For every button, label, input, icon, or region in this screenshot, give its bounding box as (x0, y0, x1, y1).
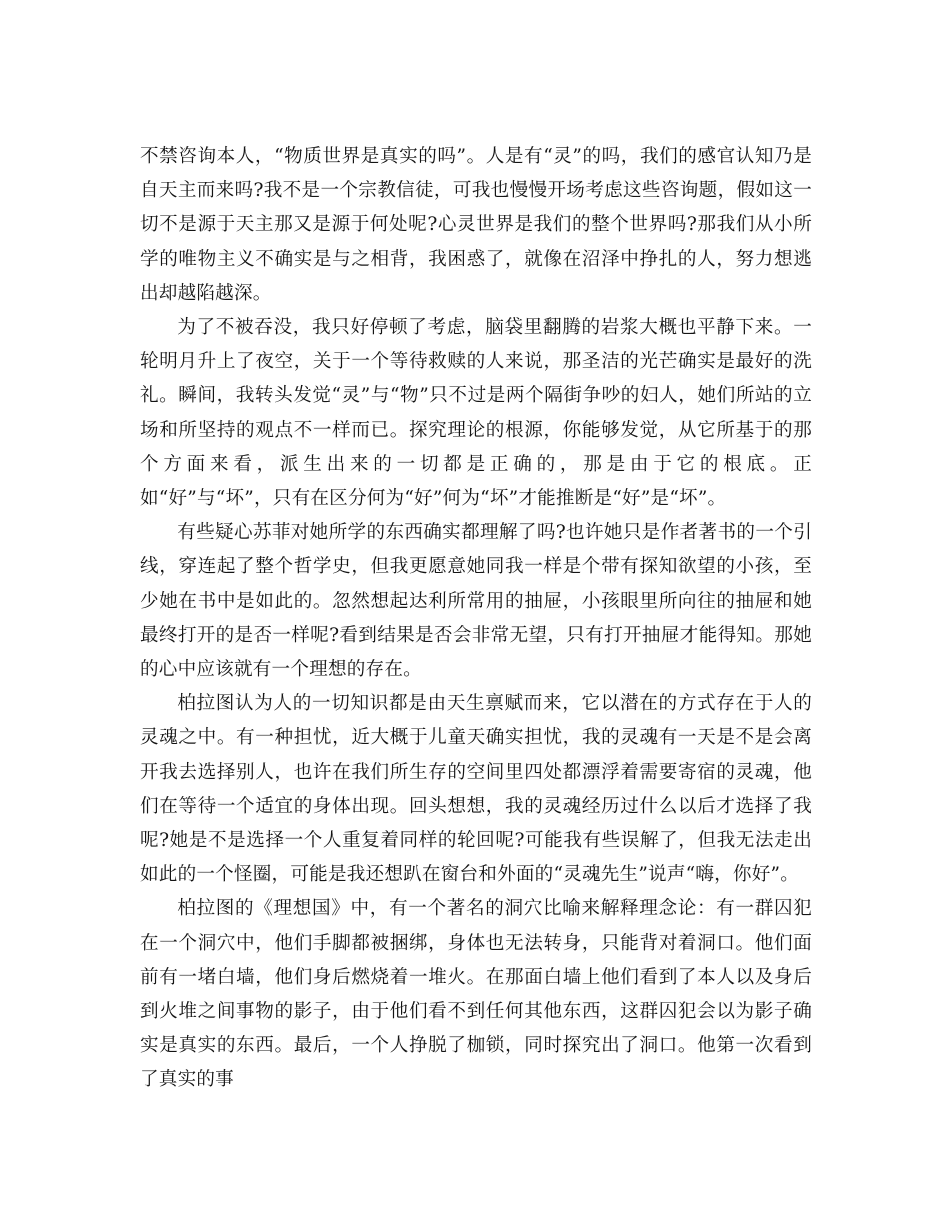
paragraph-2: 为了不被吞没，我只好停顿了考虑，脑袋里翻腾的岩浆大概也平静下来。一轮明月升上了夜空，关于一个等待救赎的人来说，那圣洁的光芒确实是最好的洗礼。瞬间，我转头发觉“灵”与“物”只不过是两个隔街争吵的妇人，她们所站的立场和所坚持的观点不一样而已。探究理论的根源，你能够发觉，从它所基于的那个方面来看，派生出来的一切都是正确的，那是由于它的根底。正如“好”与“坏”，只有在区分何为“好”何为“坏”才能推断是“好”是“坏”。 (140, 317, 812, 510)
document-body (140, 140, 812, 1098)
paragraph-5: 柏拉图的《理想国》中，有一个著名的洞穴比喻来解释理念论：有一群囚犯在一个洞穴中，他们手脚都被捆绑，身体也无法转身，只能背对着洞口。他们面前有一堵白墙，他们身后燃烧着一堆火。在那面白墙上他们看到了本人以及身后到火堆之间事物的影子，由于他们看不到任何其他东西，这群囚犯会以为影子确实是真实的东西。最后，一个人挣脱了枷锁，同时探究出了洞口。他第一次看到了真实的事 (140, 898, 812, 1091)
paragraph-3: 有些疑心苏菲对她所学的东西确实都理解了吗?也许她只是作者著书的一个引线，穿连起了整个哲学史，但我更愿意她同我一样是个带有探知欲望的小孩，至少她在书中是如此的。忽然想起达利所常用的抽屉，小孩眼里所向往的抽屉和她最终打开的是否一样呢?看到结果是否会非常无望，只有打开抽屉才能得知。那她的心中应该就有一个理想的存在。 (140, 522, 812, 681)
paragraph-4: 柏拉图认为人的一切知识都是由天生禀赋而来，它以潜在的方式存在于人的灵魂之中。有一种担忧，近大概于儿童天确实担忧，我的灵魂有一天是不是会离开我去选择别人，也许在我们所生存的空间里四处都漂浮着需要寄宿的灵魂，他们在等待一个适宜的身体出现。回头想想，我的灵魂经历过什么以后才选择了我呢?她是不是选择一个人重复着同样的轮回呢?可能我有些误解了，但我无法走出如此的一个怪圈，可能是我还想趴在窗台和外面的“灵魂先生”说声“嗨，你好”。 (140, 693, 812, 886)
paragraph-1: 不禁咨询本人，“物质世界是真实的吗”。人是有“灵”的吗，我们的感官认知乃是自天主而来吗?我不是一个宗教信徒，可我也慢慢开场考虑这些咨询题，假如这一切不是源于天主那又是源于何处呢?心灵世界是我们的整个世界吗?那我们从小所学的唯物主义不确实是与之相背，我困惑了，就像在沼泽中挣扎的人，努力想逃出却越陷越深。 (140, 146, 812, 304)
